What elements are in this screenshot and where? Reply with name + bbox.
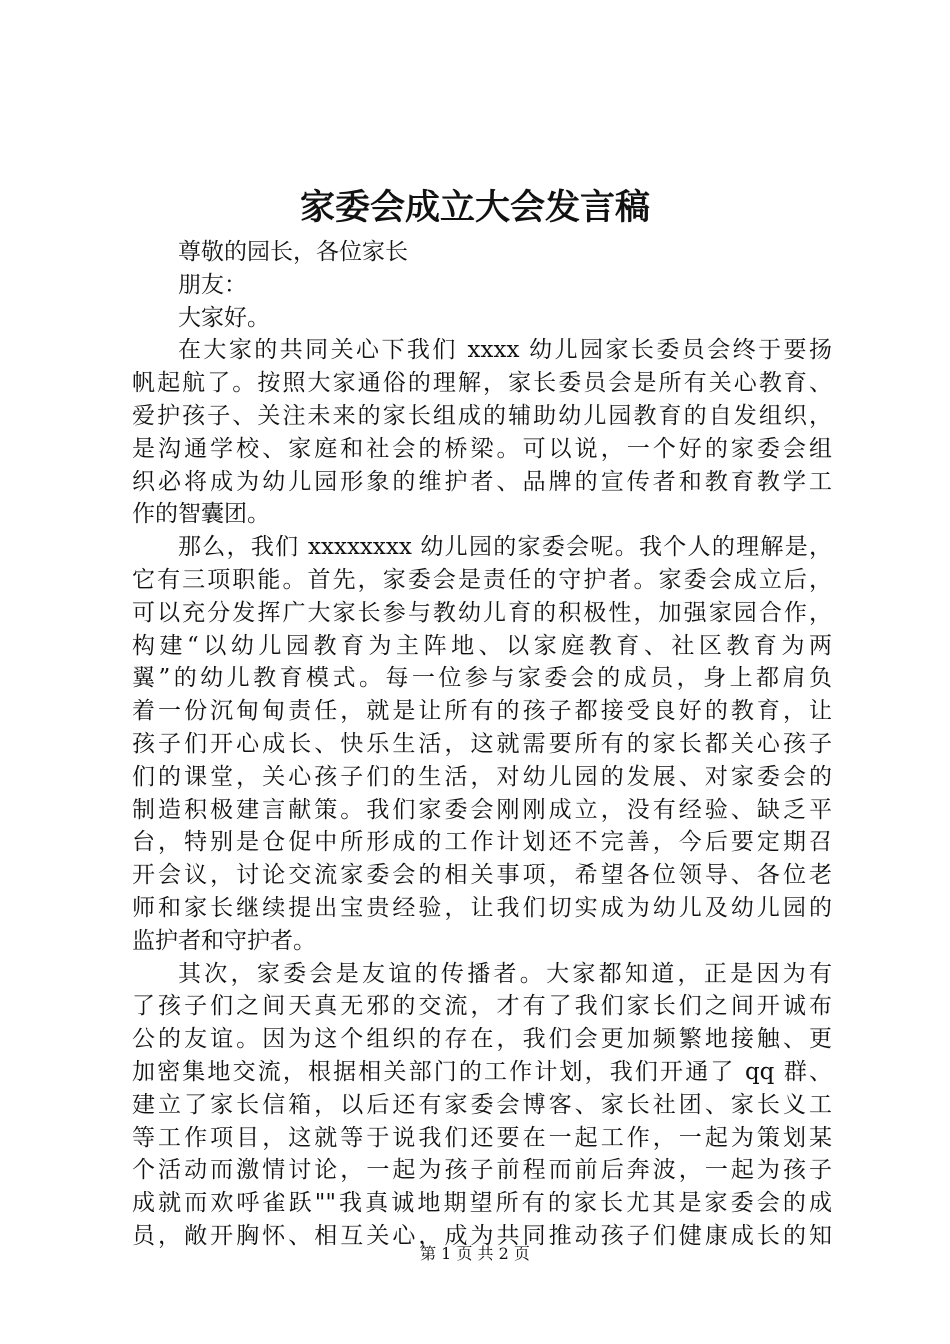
body-text-line: 孩子们开心成长、快乐生活，这就需要所有的家长都关心孩子 <box>132 730 832 757</box>
body-text-line: 大家好。 <box>178 304 270 331</box>
body-text-line: 爱护孩子、关注未来的家长组成的辅助幼儿园教育的自发组织， <box>132 402 832 429</box>
body-text-line: 可以充分发挥广大家长参与教幼儿育的积极性，加强家园合作， <box>132 599 832 626</box>
body-text-line: 公的友谊。因为这个组织的存在，我们会更加频繁地接触、更 <box>132 1026 832 1053</box>
body-text-line: 朋友： <box>178 271 247 298</box>
body-text-line: 在大家的共同关心下我们 xxxx 幼儿园家长委员会终于要扬 <box>178 337 832 364</box>
body-text-line: 织必将成为幼儿园形象的维护者、品牌的宣传者和教育教学工 <box>132 468 832 495</box>
body-text-line: 了孩子们之间天真无邪的交流，才有了我们家长们之间开诚布 <box>132 993 832 1020</box>
body-text-line: 着一份沉甸甸责任，就是让所有的孩子都接受良好的教育，让 <box>132 698 832 725</box>
body-text-line: 翼”的幼儿教育模式。每一位参与家委会的成员，身上都肩负 <box>132 665 832 692</box>
body-text-line: 员，敞开胸怀、相互关心，成为共同推动孩子们健康成长的知 <box>132 1222 832 1249</box>
body-text-line: 加密集地交流，根据相关部门的工作计划，我们开通了 qq 群、 <box>132 1058 832 1085</box>
body-text-line: 们的课堂，关心孩子们的生活，对幼儿园的发展、对家委会的 <box>132 763 832 790</box>
body-text-line: 建立了家长信箱，以后还有家委会博客、家长社团、家长义工 <box>132 1091 832 1118</box>
body-text-line: 监护者和守护者。 <box>132 927 316 954</box>
body-text-line: 作的智囊团。 <box>132 501 270 528</box>
body-text-line: 台，特别是仓促中所形成的工作计划还不完善，今后要定期召 <box>132 829 832 856</box>
document-body <box>132 236 832 1253</box>
body-text-line: 等工作项目，这就等于说我们还要在一起工作，一起为策划某 <box>132 1124 832 1151</box>
body-text-line: 帆起航了。按照大家通俗的理解，家长委员会是所有关心教育、 <box>132 370 832 397</box>
body-text-line: 构建“以幼儿园教育为主阵地、以家庭教育、社区教育为两 <box>132 632 832 659</box>
body-text-line: 其次，家委会是友谊的传播者。大家都知道，正是因为有 <box>178 960 832 987</box>
body-text-line: 个活动而激情讨论，一起为孩子前程而前后奔波，一起为孩子 <box>132 1157 832 1184</box>
body-text-line: 它有三项职能。首先，家委会是责任的守护者。家委会成立后， <box>132 566 832 593</box>
body-text-line: 是沟通学校、家庭和社会的桥梁。可以说，一个好的家委会组 <box>132 435 832 462</box>
body-text-line: 制造积极建言献策。我们家委会刚刚成立，没有经验、缺乏平 <box>132 796 832 823</box>
body-text-line: 成就而欢呼雀跃""我真诚地期望所有的家长尤其是家委会的成 <box>132 1190 832 1217</box>
body-text-line: 那么，我们 xxxxxxxx 幼儿园的家委会呢。我个人的理解是， <box>178 534 832 561</box>
body-text-line: 开会议，讨论交流家委会的相关事项，希望各位领导、各位老 <box>132 862 832 889</box>
page-footer: 第 1 页 共 2 页 <box>420 1244 530 1263</box>
body-text-line: 尊敬的园长，各位家长 <box>178 239 408 265</box>
page-title: 家委会成立大会发言稿 <box>299 187 650 228</box>
body-text-line: 师和家长继续提出宝贵经验，让我们切实成为幼儿及幼儿园的 <box>132 894 832 921</box>
